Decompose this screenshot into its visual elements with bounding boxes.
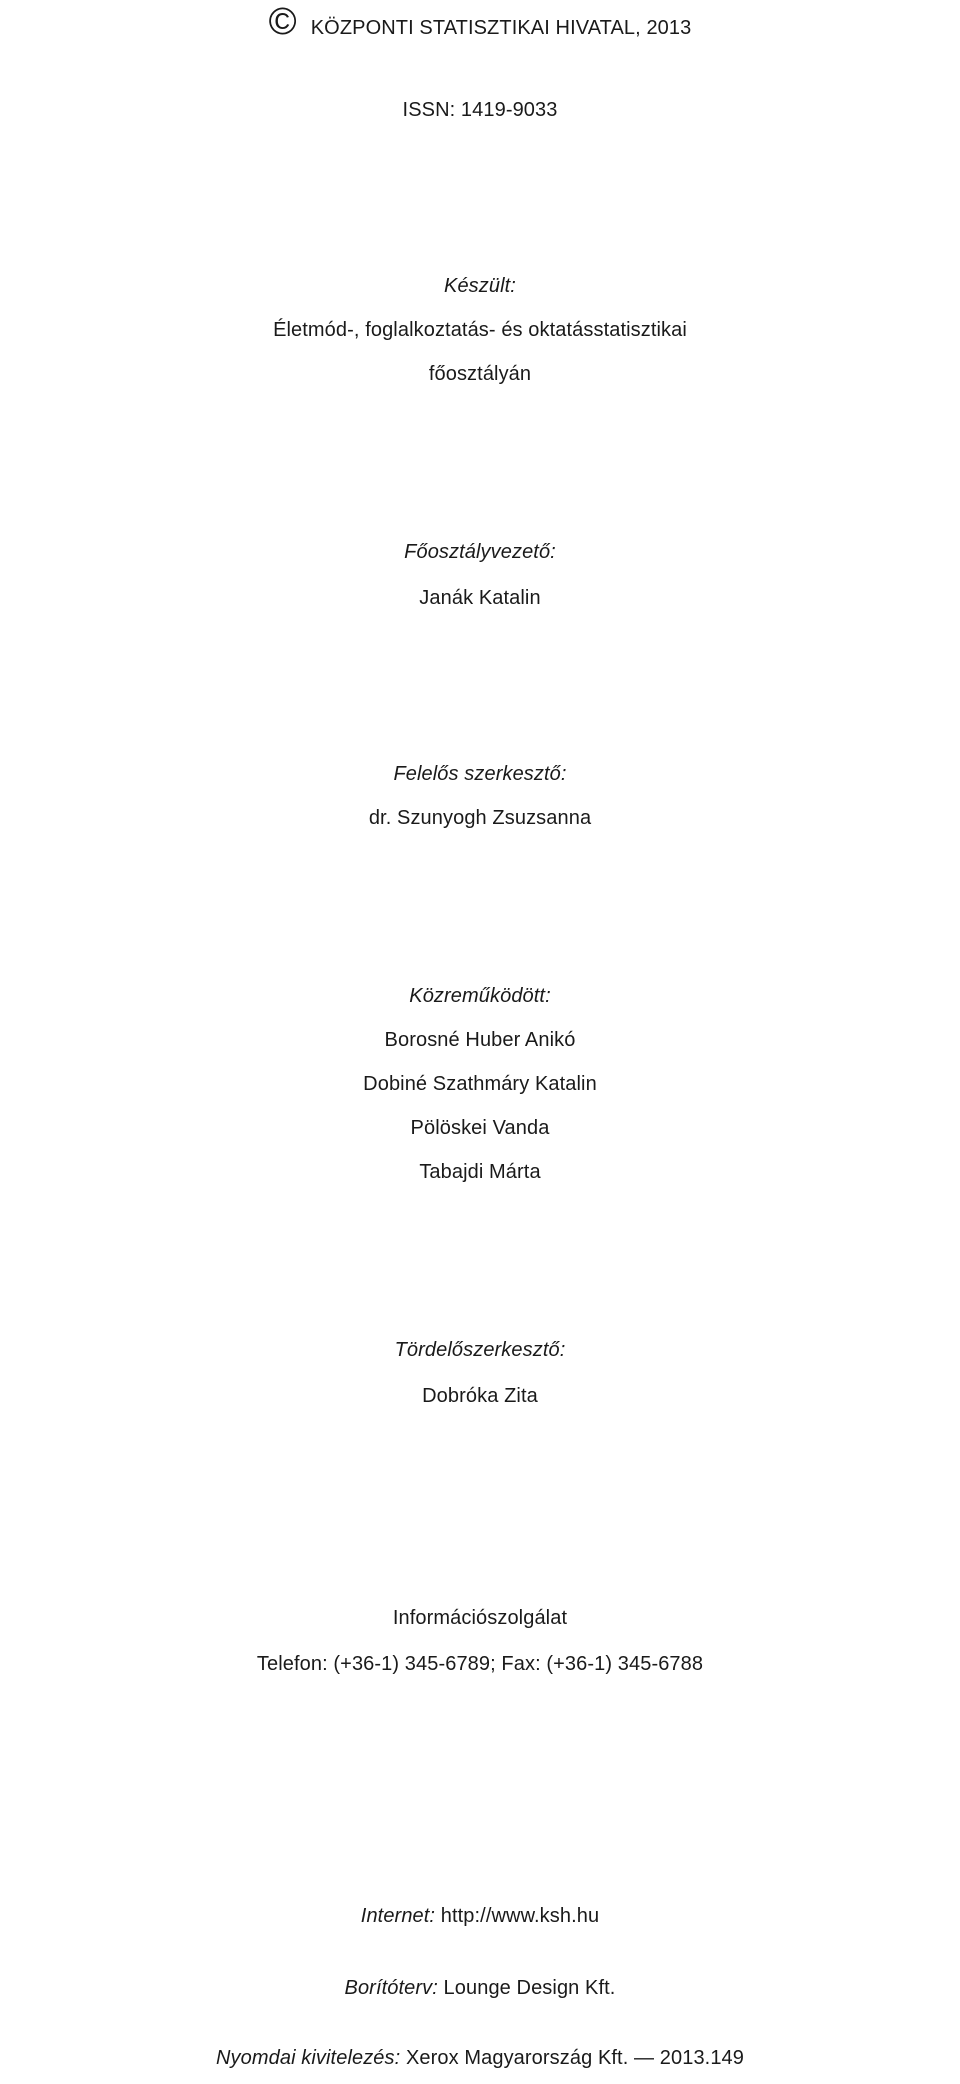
copyright-icon: © xyxy=(268,1,297,43)
department-head-name: Janák Katalin xyxy=(419,587,541,609)
issn-line: ISSN: 1419-9033 xyxy=(402,99,558,121)
info-service-title: Információszolgálat xyxy=(392,1607,568,1629)
contributor-name: Tabajdi Márta xyxy=(419,1161,541,1183)
printing-line xyxy=(0,2036,960,2080)
cover-design-label: Borítóterv: xyxy=(344,1977,438,1999)
department-head-label: Főosztályvezető: xyxy=(404,541,556,563)
prepared-department-line-2: főosztályán xyxy=(428,363,532,385)
layout-editor-name: Dobróka Zita xyxy=(422,1385,538,1407)
contributor-name: Pölöskei Vanda xyxy=(410,1117,550,1139)
contributors-label: Közreműködött: xyxy=(409,985,551,1007)
prepared-department-line-1: Életmód-, foglalkoztatás- és oktatásstatisztikai xyxy=(273,319,687,341)
printing-value: Xerox Magyarország Kft. — 2013.149 xyxy=(405,2047,744,2069)
publisher-name: KÖZPONTI STATISZTIKAI HIVATAL, 2013 xyxy=(310,17,692,39)
internet-url[interactable]: http://www.ksh.hu xyxy=(440,1905,600,1927)
cover-design-line xyxy=(0,1966,960,2010)
editor-name: dr. Szunyogh Zsuzsanna xyxy=(368,807,592,829)
info-service-contact: Telefon: (+36-1) 345-6789; Fax: (+36-1) 345-6788 xyxy=(256,1653,704,1675)
layout-editor-label: Tördelőszerkesztő: xyxy=(394,1339,566,1361)
contributor-name: Borosné Huber Anikó xyxy=(384,1029,576,1051)
contributor-name: Dobiné Szathmáry Katalin xyxy=(363,1073,597,1095)
editor-label: Felelős szerkesztő: xyxy=(393,763,567,785)
cover-design-value: Lounge Design Kft. xyxy=(443,1977,616,1999)
prepared-label: Készült: xyxy=(444,275,516,297)
internet-label: Internet: xyxy=(360,1905,436,1927)
publisher-line xyxy=(0,0,960,50)
internet-line xyxy=(0,1894,960,1938)
printing-label: Nyomdai kivitelezés: xyxy=(216,2047,401,2069)
